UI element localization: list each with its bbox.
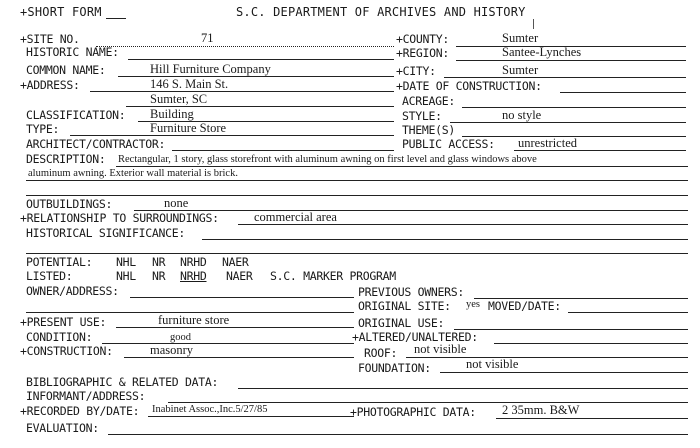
county-value[interactable]: Sumter	[502, 31, 539, 45]
short-form-line	[106, 18, 126, 19]
original-site-label: ORIGINAL SITE:	[358, 299, 451, 313]
description-line3-rule	[26, 195, 688, 196]
description-label: DESCRIPTION:	[26, 152, 106, 166]
style-line	[450, 122, 686, 123]
listed-nr[interactable]: NR	[152, 269, 166, 283]
relationship-label: +RELATIONSHIP TO SURROUNDINGS:	[20, 211, 219, 225]
foundation-label: FOUNDATION:	[358, 361, 431, 375]
evaluation-line	[108, 434, 688, 435]
type-label: TYPE:	[26, 122, 60, 136]
photographic-label: +PHOTOGRAPHIC DATA:	[350, 405, 476, 419]
present-use-value[interactable]: furniture store	[158, 313, 230, 327]
potential-nr[interactable]: NR	[152, 255, 166, 269]
architect-label: ARCHITECT/CONTRACTOR:	[26, 137, 166, 151]
roof-value[interactable]: not visible	[414, 342, 467, 356]
moved-date-label: MOVED/DATE:	[488, 299, 561, 313]
acreage-line	[462, 107, 686, 108]
themes-label: THEME(S)	[402, 123, 455, 137]
relationship-value[interactable]: commercial area	[254, 210, 337, 224]
description-line1[interactable]: Rectangular, 1 story, glass storefront with aluminum awning on first level and glass windows above	[118, 154, 537, 165]
recorded-value[interactable]: Inabinet Assoc.,Inc.5/27/85	[152, 404, 268, 415]
informant-label: INFORMANT/ADDRESS:	[26, 389, 146, 403]
short-form-label: +SHORT FORM	[20, 5, 102, 19]
acreage-label: ACREAGE:	[402, 94, 455, 108]
original-site-value[interactable]: yes	[466, 299, 480, 310]
potential-label: POTENTIAL:	[26, 255, 93, 269]
photographic-line	[496, 418, 688, 419]
present-use-line	[116, 327, 354, 328]
outbuildings-value[interactable]: none	[164, 196, 189, 210]
county-label: +COUNTY:	[396, 32, 449, 46]
historic-name-line	[128, 59, 394, 60]
classification-value[interactable]: Building	[150, 107, 194, 121]
condition-label: CONDITION:	[26, 330, 93, 344]
listed-sc-marker[interactable]: S.C. MARKER PROGRAM	[270, 269, 396, 283]
original-use-label: ORIGINAL USE:	[358, 316, 445, 330]
owner-address-label: OWNER/ADDRESS:	[26, 284, 119, 298]
previous-owners-label: PREVIOUS OWNERS:	[358, 285, 464, 299]
address-line2[interactable]: Sumter, SC	[150, 92, 208, 106]
description-line2[interactable]: aluminum awning. Exterior wall material is brick.	[28, 168, 238, 179]
construction-value[interactable]: masonry	[150, 343, 194, 357]
type-value[interactable]: Furniture Store	[150, 121, 227, 135]
public-access-label: PUBLIC ACCESS:	[402, 137, 495, 151]
historic-name-label: HISTORIC NAME:	[26, 45, 119, 59]
listed-label: LISTED:	[26, 269, 73, 283]
condition-line	[102, 343, 354, 344]
construction-line	[124, 357, 354, 358]
foundation-value[interactable]: not visible	[466, 357, 519, 371]
city-value[interactable]: Sumter	[502, 63, 539, 77]
present-use-label: +PRESENT USE:	[20, 315, 107, 329]
condition-value[interactable]: good	[170, 332, 191, 343]
potential-nhl[interactable]: NHL	[116, 255, 136, 269]
region-label: +REGION:	[396, 46, 449, 60]
city-line	[444, 77, 686, 78]
stray-mark	[533, 19, 534, 29]
common-name-value[interactable]: Hill Furniture Company	[150, 62, 271, 76]
description-line2-rule	[26, 180, 688, 181]
form-title: S.C. DEPARTMENT OF ARCHIVES AND HISTORY	[236, 5, 526, 19]
potential-naer[interactable]: NAER	[222, 255, 249, 269]
style-label: STYLE:	[402, 109, 442, 123]
common-name-label: COMMON NAME:	[26, 63, 106, 77]
architect-line	[172, 150, 394, 151]
public-access-value[interactable]: unrestricted	[518, 136, 578, 150]
site-no-label: +SITE NO.	[20, 32, 80, 46]
potential-nrhd[interactable]: NRHD	[180, 255, 207, 269]
outbuildings-label: OUTBUILDINGS:	[26, 197, 113, 211]
relationship-line	[238, 224, 688, 225]
site-no-line	[96, 46, 394, 47]
bibliographic-label: BIBLIOGRAPHIC & RELATED DATA:	[26, 375, 219, 389]
region-value[interactable]: Santee-Lynches	[502, 45, 582, 59]
moved-date-line	[568, 312, 688, 313]
type-line	[70, 135, 394, 136]
altered-label: +ALTERED/UNALTERED:	[352, 330, 478, 344]
listed-nhl[interactable]: NHL	[116, 269, 136, 283]
bibliographic-line	[238, 388, 688, 389]
historical-significance-line	[202, 239, 688, 240]
historical-significance-line2	[26, 253, 688, 254]
roof-line	[406, 357, 688, 358]
owner-address-line	[130, 297, 354, 298]
altered-line	[494, 343, 688, 344]
address-line1[interactable]: 146 S. Main St.	[150, 77, 229, 91]
roof-label: ROOF:	[364, 346, 398, 360]
date-construction-line	[560, 92, 686, 93]
date-construction-label: +DATE OF CONSTRUCTION:	[396, 79, 542, 93]
evaluation-label: EVALUATION:	[26, 421, 99, 435]
foundation-line	[440, 372, 688, 373]
region-line	[456, 60, 686, 61]
listed-nrhd-selected[interactable]: NRHD	[180, 269, 207, 283]
construction-label: +CONSTRUCTION:	[20, 344, 113, 358]
public-access-line	[514, 150, 686, 151]
photographic-value[interactable]: 2 35mm. B&W	[502, 403, 580, 417]
address-line1-rule	[90, 91, 394, 92]
city-label: +CITY:	[396, 64, 436, 78]
classification-label: CLASSIFICATION:	[26, 108, 126, 122]
historical-significance-label: HISTORICAL SIGNIFICANCE:	[26, 226, 185, 240]
recorded-line	[148, 416, 354, 417]
listed-naer[interactable]: NAER	[226, 269, 253, 283]
style-value[interactable]: no style	[502, 108, 542, 122]
original-use-line	[454, 329, 688, 330]
recorded-label: +RECORDED BY/DATE:	[20, 404, 140, 418]
address-label: +ADDRESS:	[20, 78, 80, 92]
site-no-value[interactable]: 71	[201, 31, 214, 45]
